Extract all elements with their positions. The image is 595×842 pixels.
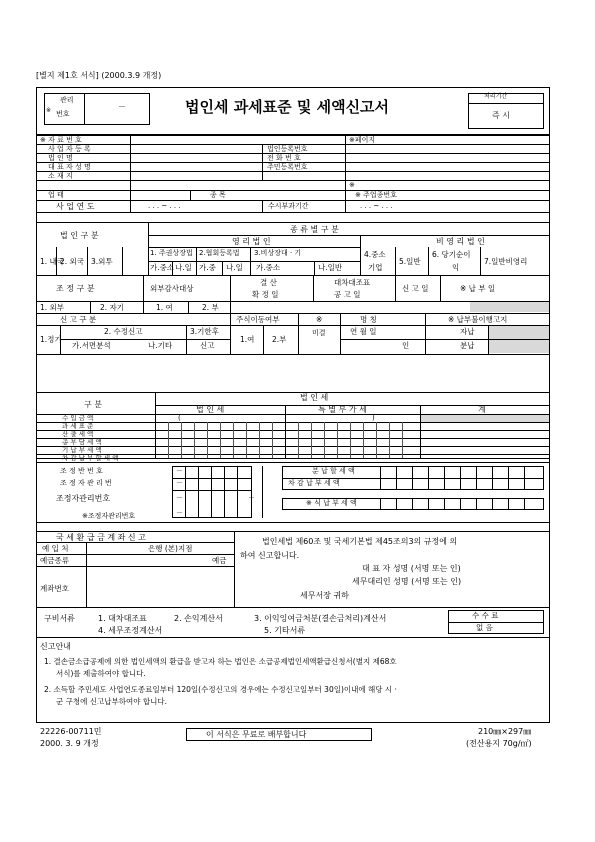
account-no-label: 계좌번호 xyxy=(40,584,69,593)
sub-general-3[interactable]: 나.일반 xyxy=(318,263,343,272)
page-title: 법인세 과세표준 및 세액신고서 xyxy=(185,98,390,116)
amount-grid-column xyxy=(220,422,221,458)
refund-amount-label: ※ 식 납 부 세 액 xyxy=(306,499,357,507)
kind-sme-2: 기업 xyxy=(368,263,383,272)
refund-grid-column xyxy=(476,498,477,510)
installment-label: 분납 xyxy=(460,341,475,350)
adjuster-mgmt-label-2: 조정자관리번호 xyxy=(56,494,111,503)
audit-no-option[interactable]: 2. 부 xyxy=(202,303,219,312)
amount-grid-column xyxy=(259,422,260,458)
amount-row-label: 산 출 세 액 xyxy=(62,430,94,438)
adj-self-option[interactable]: 2. 자기 xyxy=(100,303,125,312)
installment-grid-column xyxy=(460,466,461,490)
refund-grid-column xyxy=(460,498,461,510)
amended-option[interactable]: 2. 수정신고 xyxy=(104,327,143,336)
kind-listed[interactable]: 1. 주권상장법 xyxy=(150,249,193,257)
report-date-label: 신 고 일 xyxy=(402,284,429,293)
corp-class-label: 법 인 구 분 xyxy=(60,231,99,240)
installment-grid-column xyxy=(508,466,509,490)
amount-row-label: 과 세 표 준 xyxy=(62,422,94,430)
name-label: 명 칭 xyxy=(360,315,377,324)
amount-grid-column xyxy=(337,422,338,458)
statement-label-1: 대차대조표 xyxy=(334,278,371,287)
installment-grid-column xyxy=(428,466,429,490)
sub-general-1[interactable]: 나.일 xyxy=(175,263,192,272)
amount-grid-column xyxy=(389,422,390,458)
ymd-label: 연 월 일 xyxy=(350,327,377,336)
corp-reg-no-label: 법인등록번호 xyxy=(267,145,308,153)
guide-2: 2. 소득할 주민세도 사업연도종료일부터 120일(수정신고의 경우에는 수정신고일부터 30일)이내에 해당 시 · xyxy=(44,685,397,694)
sub-sme-3[interactable]: 가.중소 xyxy=(256,263,281,272)
amount-row-label: 기 납 부 세 액 xyxy=(62,446,102,454)
amount-row-line xyxy=(36,430,550,431)
refund-grid-column xyxy=(428,498,429,510)
adjuster-grid xyxy=(172,466,252,518)
refund-grid-column xyxy=(508,498,509,510)
adj-external-option[interactable]: 1. 외부 xyxy=(40,303,65,312)
regular-option[interactable]: 1.정기 xyxy=(40,335,62,344)
external-audit-label: 외부감사대상 xyxy=(150,284,194,293)
main-code-label: ※ 주업종번호 xyxy=(355,191,397,199)
amount-grid-column xyxy=(298,422,299,458)
refund-grid-column xyxy=(492,498,493,510)
kind-nonprofit[interactable]: 7.일반비영리 xyxy=(484,257,528,266)
phone-label: 전 화 번 호 xyxy=(267,154,301,162)
fiscal-year-label: 사 업 연 도 xyxy=(56,202,95,211)
payment-date-label: ※ 납 부 일 xyxy=(460,284,496,293)
kind-unlisted[interactable]: 3.비상장대 · 기 xyxy=(254,249,302,257)
foreign-invested-option[interactable]: 3.외투 xyxy=(91,257,113,266)
special-surtax-header: 특 별 부 가 세 xyxy=(318,405,367,414)
attachment-1: 1. 대차대조표 xyxy=(98,614,147,623)
report-class-label: 신 고 구 분 xyxy=(60,315,97,324)
fee-label: 수 수 료 xyxy=(472,611,499,620)
refund-account-title: 국 세 환 급 금 계 좌 신 고 xyxy=(56,533,146,542)
amount-grid-column xyxy=(181,422,182,458)
deposit-suffix: 예금 xyxy=(212,556,227,565)
installment-grid-column xyxy=(492,466,493,490)
adjuster-dash-2: － xyxy=(176,479,183,487)
corp-name-label: 법 인 명 xyxy=(48,154,73,162)
guide-1: 1. 결손금소급공제에 의한 법인세액의 환급을 받고자 하는 법인은 소급공제법인세액환급신청서(별지 제68호 xyxy=(44,657,397,666)
business-no-label: 사 업 자 등 록 xyxy=(48,145,91,153)
paren-open: ( xyxy=(178,414,181,422)
form-code: 22226-00711민 xyxy=(40,727,102,736)
total-header: 계 xyxy=(478,405,486,414)
free-distribution-notice: 이 서식은 무료로 배부합니다 xyxy=(206,730,307,739)
stock-yes-option[interactable]: 1.여 xyxy=(240,335,255,344)
installment-grid-column xyxy=(380,466,381,490)
revision-date: 2000. 3. 9 개정 xyxy=(40,739,99,748)
seal-mark: 인 xyxy=(402,341,410,350)
adjuster-dash-1: － xyxy=(176,467,183,475)
processing-period-value: 즉 시 xyxy=(492,111,510,120)
sub-sme-1[interactable]: 가.중소 xyxy=(150,263,175,272)
kind-class-label: 종 류 별 구 분 xyxy=(290,225,339,234)
amount-row-label: 수 입 금 액 xyxy=(62,414,94,422)
name-star: ※ xyxy=(316,315,323,324)
page-no-label: ※페이지 xyxy=(349,136,376,144)
installment-amount-label: 분 납 할 세 액 xyxy=(312,467,355,475)
declaration-statement: 법인세법 제60조 및 국세기본법 제45조의3의 규정에 의 xyxy=(262,537,458,546)
self-pay-label: 자납 xyxy=(460,327,475,336)
ref-no-label: ※ 자 료 번 호 xyxy=(40,136,82,144)
amount-row-label: 차 감 납 부 할 세 액 xyxy=(62,454,119,462)
amount-grid-column xyxy=(194,422,195,458)
foreign-option[interactable]: 2. 외국 xyxy=(60,257,85,266)
statement-label-2: 공 고 일 xyxy=(334,290,361,299)
paper-size: 210㎜×297㎜ xyxy=(478,727,532,736)
paper-weight: (전산용지 70g/㎡) xyxy=(466,739,532,748)
amount-row-label: 총 부 담 세 액 xyxy=(62,438,102,446)
other-option[interactable]: 나.기타 xyxy=(148,341,173,350)
installment-grid-column xyxy=(412,466,413,490)
kind-net-income-2: 익 xyxy=(452,263,460,272)
amount-grid-column xyxy=(350,422,351,458)
location-label: 소 재 지 xyxy=(48,172,73,180)
settlement-label-1: 결 산 xyxy=(260,278,277,287)
deferred-label: ※ 납부불이행고지 xyxy=(448,315,508,324)
bank-label: 예 입 처 xyxy=(42,544,69,553)
guide-1b: 서식)를 제출하여야 합니다. xyxy=(56,669,146,678)
refund-grid-column xyxy=(380,498,381,510)
domestic-option[interactable]: 1. 내국 xyxy=(40,257,65,266)
adjuster-dash-3: － xyxy=(176,494,183,502)
installment-grid-column xyxy=(524,466,525,490)
fee-value: 없 음 xyxy=(476,623,493,632)
kind-registered[interactable]: 2.협회등록법 xyxy=(199,249,240,257)
category-header: 구 분 xyxy=(84,400,102,409)
after-due-option-1[interactable]: 3.기한후 xyxy=(190,327,219,336)
amount-grid-column xyxy=(246,422,247,458)
amount-header-line xyxy=(36,414,550,415)
location-star: ※ xyxy=(349,181,355,189)
attachment-4: 4. 세무조정계산서 xyxy=(98,626,163,635)
adjuster-dash-4: － xyxy=(248,494,255,502)
amount-grid-column xyxy=(207,422,208,458)
amount-grid-column xyxy=(376,422,377,458)
attachment-2: 2. 손익계산서 xyxy=(174,614,223,623)
amount-row-line xyxy=(36,438,550,439)
doc-analysis-option[interactable]: 가.서면분석 xyxy=(72,341,111,350)
stock-no-option[interactable]: 2.부 xyxy=(272,335,287,344)
corp-tax-col-header: 법 인 세 xyxy=(196,405,225,414)
item-label: 종 목 xyxy=(210,191,226,199)
amount-row-line xyxy=(36,462,550,463)
amount-grid-column xyxy=(402,422,403,458)
kind-sme-1[interactable]: 4.중소 xyxy=(364,250,386,259)
attachment-5: 5. 기타서류 xyxy=(264,626,306,635)
mgmt-label-2: 번호 xyxy=(56,110,70,118)
deposit-type-label: 예금종류 xyxy=(40,556,69,565)
attachment-3: 3. 이익잉여금처분(결손금처리)계산서 xyxy=(254,614,387,623)
form-reference: [별지 제1호 서식] (2000.3.9 개정) xyxy=(36,71,162,80)
kind-net-income-1[interactable]: 6. 당기순이 xyxy=(432,250,471,259)
tax-office-addressee: 세무서장 귀하 xyxy=(300,591,349,600)
sub-general-2[interactable]: 나.일 xyxy=(226,263,243,272)
refund-grid-column xyxy=(396,498,397,510)
corp-tax-header: 법 인 세 xyxy=(300,393,329,402)
fiscal-year-dots: . . . ~ . . . xyxy=(148,202,181,210)
amount-grid-column xyxy=(168,422,169,458)
amount-grid-column xyxy=(363,422,364,458)
business-type-label: 업 태 xyxy=(48,191,64,199)
adjuster-mgmt-label: 조 정 자 관 리 번 xyxy=(60,479,112,487)
adjuster-mgmt-label-3: ※조정자관리번호 xyxy=(82,512,136,520)
processing-period-label: 처리기간 xyxy=(484,93,508,100)
amount-grid-column xyxy=(272,422,273,458)
amount-grid-column xyxy=(311,422,312,458)
kind-general[interactable]: 5.일반 xyxy=(399,257,421,266)
amount-row-line xyxy=(36,446,550,447)
mgmt-star: ※ xyxy=(46,107,52,114)
branch-label: 미결 xyxy=(312,329,326,337)
adjuster-no-label: 조 정 반 번 호 xyxy=(60,467,103,475)
rep-name-label: 대 표 자 성 명 xyxy=(48,163,91,171)
attachments-label: 구비서류 xyxy=(44,614,75,623)
profit-corp-label: 영 리 법 인 xyxy=(232,237,271,246)
mgmt-label-1: 관리 xyxy=(60,96,74,104)
occasional-dots: . . . ~ . . . xyxy=(360,202,393,210)
amount-row-line xyxy=(36,422,550,423)
adj-class-label: 조 정 구 분 xyxy=(56,284,95,293)
nonprofit-corp-label: 비 영 리 법 인 xyxy=(436,237,485,246)
paren-close: ) xyxy=(372,414,375,422)
refund-grid-column xyxy=(524,498,525,510)
declaration-statement-2: 하여 신고합니다. xyxy=(240,551,300,560)
resident-no-label: 주민등록번호 xyxy=(267,163,308,171)
refund-grid-column xyxy=(412,498,413,510)
rep-signature[interactable]: 대 표 자 성명 (서명 또는 인) xyxy=(362,564,461,573)
refund-grid-column xyxy=(444,498,445,510)
installment-grid-column xyxy=(396,466,397,490)
stock-change-label: 주식이동여부 xyxy=(236,315,280,324)
amount-grid-column xyxy=(233,422,234,458)
bank-suffix: 은행 (본)지점 xyxy=(148,544,193,553)
occasional-label: 수시부과기간 xyxy=(268,202,309,210)
settlement-label-2: 확 정 일 xyxy=(252,290,279,299)
guide-2b: 군 구청에 신고납부하여야 합니다. xyxy=(56,697,167,706)
agent-signature[interactable]: 세무대리인 성명 (서명 또는 인) xyxy=(352,577,462,586)
audit-yes-option[interactable]: 1. 여 xyxy=(156,303,173,312)
after-due-option-2: 신고 xyxy=(200,341,215,350)
installment-grid-column xyxy=(476,466,477,490)
amount-grid-column xyxy=(324,422,325,458)
net-payable-label: 차 감 납 부 세 액 xyxy=(288,479,340,487)
installment-grid-column xyxy=(444,466,445,490)
sub-sme-2[interactable]: 가.중 xyxy=(199,263,216,272)
adjuster-dash-5: － xyxy=(176,509,183,517)
guide-title: 신고안내 xyxy=(40,642,71,651)
mgmt-dash: － xyxy=(118,102,126,111)
